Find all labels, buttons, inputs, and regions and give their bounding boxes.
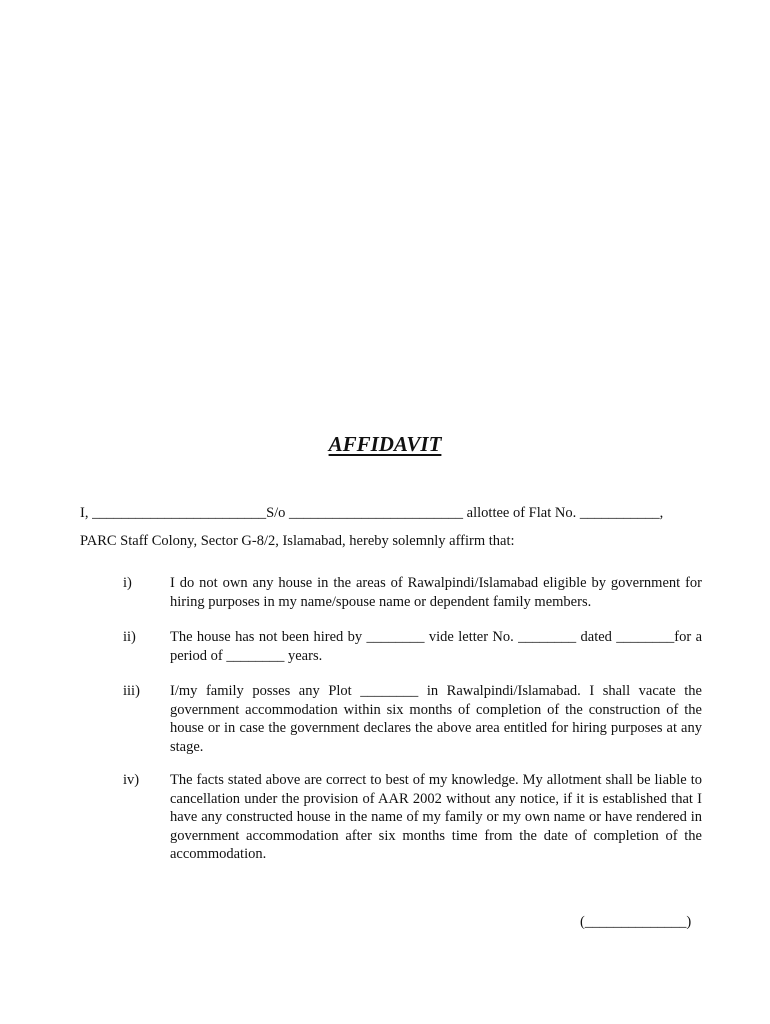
intro-line-1: I, ________________________S/o ________________________ allottee of Flat No. ___________, bbox=[80, 505, 664, 521]
item-number: iii) bbox=[123, 683, 140, 699]
item-number: i) bbox=[123, 575, 132, 591]
document-title: AFFIDAVIT bbox=[328, 432, 442, 456]
item-text: The facts stated above are correct to best of my knowledge. My allotment shall be liable to cancellation under the provision of AAR 2002 without any notice, if it is established that I have any constructed house in the name of my family or my own name or have rendered in government accommodation after six months time from the date of completion of the accommodation. bbox=[170, 772, 702, 862]
item-number: iv) bbox=[123, 772, 140, 788]
intro-line-2: PARC Staff Colony, Sector G-8/2, Islamabad, hereby solemnly affirm that: bbox=[80, 533, 515, 549]
item-text: I do not own any house in the areas of Rawalpindi/Islamabad eligible by government for hiring purposes in my name/spouse name or dependent family members. bbox=[170, 575, 702, 610]
signature-line: (______________) bbox=[580, 914, 692, 930]
item-text: The house has not been hired by ________ vide letter No. ________ dated ________for a period of ________ years. bbox=[170, 629, 702, 664]
item-text: I/my family posses any Plot ________ in Rawalpindi/Islamabad. I shall vacate the government accommodation within six months of completion of the construction of the house or in case the government declares the above area entitled for hiring purposes at any stage. bbox=[170, 683, 702, 755]
item-number: ii) bbox=[123, 629, 136, 645]
